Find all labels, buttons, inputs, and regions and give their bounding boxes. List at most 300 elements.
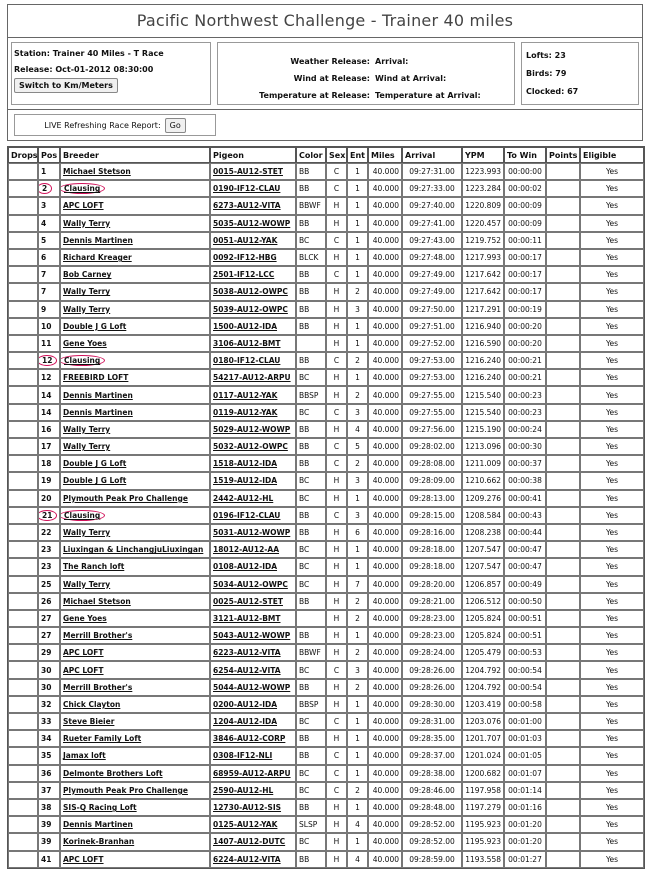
arrival-cell: 09:28:52.00: [402, 833, 462, 850]
drops-cell: [8, 610, 38, 627]
arrival-cell: 09:27:41.00: [402, 215, 462, 232]
drops-cell: [8, 318, 38, 335]
ypm-cell: 1223.993: [462, 163, 504, 180]
breeder-link[interactable]: Delmonte Brothers Loft: [60, 765, 210, 782]
drops-cell: [8, 197, 38, 214]
eligible-cell: Yes: [580, 610, 644, 627]
eligible-cell: Yes: [580, 490, 644, 507]
color-cell: BB: [296, 455, 326, 472]
live-refresh-label: LIVE Refreshing Race Report:: [44, 120, 161, 130]
pigeon-link[interactable]: 0180-IF12-CLAU: [210, 352, 296, 369]
sex-cell: H: [326, 558, 347, 575]
sex-cell: C: [326, 507, 347, 524]
sex-cell: H: [326, 799, 347, 816]
drops-cell: [8, 352, 38, 369]
pigeon-link[interactable]: 18012-AU12-AA: [210, 541, 296, 558]
to-win-cell: 00:00:19: [504, 301, 546, 318]
pigeon-link[interactable]: 5044-AU12-WOWP: [210, 679, 296, 696]
annotation-circle: Clausing: [60, 510, 105, 521]
breeder-link[interactable]: Gene Yoes: [60, 335, 210, 352]
breeder-link[interactable]: Wally Terry: [60, 283, 210, 300]
pigeon-link[interactable]: 1519-AU12-IDA: [210, 472, 296, 489]
color-cell: BLCK: [296, 249, 326, 266]
arrival-cell: 09:28:23.00: [402, 610, 462, 627]
pigeon-link[interactable]: 2590-AU12-HL: [210, 782, 296, 799]
color-cell: BC: [296, 541, 326, 558]
drops-cell: [8, 163, 38, 180]
miles-cell: 40.000: [368, 679, 402, 696]
pigeon-link[interactable]: 5043-AU12-WOWP: [210, 627, 296, 644]
arrival-cell: 09:27:53.00: [402, 352, 462, 369]
breeder-link[interactable]: Wally Terry: [60, 421, 210, 438]
ypm-cell: 1216.240: [462, 369, 504, 386]
breeder-link[interactable]: Chick Clayton: [60, 696, 210, 713]
color-cell: BB: [296, 593, 326, 610]
miles-cell: 40.000: [368, 249, 402, 266]
pigeon-link[interactable]: 0196-IF12-CLAU: [210, 507, 296, 524]
breeder-link[interactable]: Korinek-Branhan: [60, 833, 210, 850]
points-cell: [546, 507, 580, 524]
pigeon-link[interactable]: 0025-AU12-STET: [210, 593, 296, 610]
pos-cell: 1: [38, 163, 60, 180]
pigeon-link[interactable]: 5038-AU12-OWPC: [210, 283, 296, 300]
miles-cell: 40.000: [368, 833, 402, 850]
miles-cell: 40.000: [368, 541, 402, 558]
table-row: [8, 833, 644, 850]
points-cell: [546, 782, 580, 799]
ypm-cell: 1210.662: [462, 472, 504, 489]
drops-cell: [8, 232, 38, 249]
to-win-cell: 00:01:20: [504, 833, 546, 850]
pigeon-link[interactable]: 1407-AU12-DUTC: [210, 833, 296, 850]
points-cell: [546, 283, 580, 300]
arrival-cell: 09:28:35.00: [402, 730, 462, 747]
table-row: [8, 197, 644, 214]
table-row: [8, 507, 644, 524]
page-title: Pacific Northwest Challenge - Trainer 40 miles: [7, 4, 643, 38]
table-body: [8, 163, 644, 868]
pos-cell: 9: [38, 301, 60, 318]
breeder-link[interactable]: Michael Stetson: [60, 593, 210, 610]
pigeon-link[interactable]: 68959-AU12-ARPU: [210, 765, 296, 782]
ypm-cell: 1208.238: [462, 524, 504, 541]
entry-cell: 1: [347, 833, 368, 850]
points-cell: [546, 713, 580, 730]
ypm-cell: 1195.923: [462, 833, 504, 850]
arrival-cell: 09:28:20.00: [402, 576, 462, 593]
entry-cell: 1: [347, 490, 368, 507]
breeder-link[interactable]: Merrill Brother's: [60, 627, 210, 644]
pos-cell: 39: [38, 833, 60, 850]
column-header-eligible: Eligible: [580, 147, 644, 163]
entry-cell: 1: [347, 558, 368, 575]
pigeon-link[interactable]: 0308-IF12-NLI: [210, 747, 296, 764]
table-row: [8, 610, 644, 627]
color-cell: BC: [296, 232, 326, 249]
ypm-cell: 1205.479: [462, 644, 504, 661]
temperature-arrival-label: Temperature at Arrival:: [375, 91, 481, 100]
pigeon-link[interactable]: 6254-AU12-VITA: [210, 661, 296, 678]
entry-cell: 1: [347, 197, 368, 214]
table-row: [8, 765, 644, 782]
pigeon-link[interactable]: 0108-AU12-IDA: [210, 558, 296, 575]
table-row: [8, 816, 644, 833]
sex-cell: H: [326, 283, 347, 300]
eligible-cell: Yes: [580, 576, 644, 593]
breeder-link[interactable]: Plymouth Peak Pro Challenge: [60, 490, 210, 507]
points-cell: [546, 301, 580, 318]
pos-cell: 17: [38, 438, 60, 455]
drops-cell: [8, 335, 38, 352]
pigeon-link[interactable]: 3106-AU12-BMT: [210, 335, 296, 352]
breeder-link[interactable]: Merrill Brother's: [60, 679, 210, 696]
pos-cell: 14: [38, 386, 60, 403]
breeder-link[interactable]: Wally Terry: [60, 215, 210, 232]
breeder-link[interactable]: APC LOFT: [60, 197, 210, 214]
miles-cell: 40.000: [368, 851, 402, 868]
color-cell: BB: [296, 507, 326, 524]
breeder-link[interactable]: Liuxingan & LinchangjuLiuxingan: [60, 541, 210, 558]
arrival-cell: 09:27:48.00: [402, 249, 462, 266]
pigeon-link[interactable]: 5031-AU12-WOWP: [210, 524, 296, 541]
ypm-cell: 1201.024: [462, 747, 504, 764]
arrival-cell: 09:27:53.00: [402, 369, 462, 386]
pigeon-link[interactable]: 0015-AU12-STET: [210, 163, 296, 180]
drops-cell: [8, 661, 38, 678]
color-cell: BB: [296, 215, 326, 232]
breeder-link[interactable]: APC LOFT: [60, 661, 210, 678]
to-win-cell: 00:00:23: [504, 404, 546, 421]
pos-cell: 35: [38, 747, 60, 764]
breeder-link[interactable]: [60, 507, 210, 524]
ypm-cell: 1207.547: [462, 541, 504, 558]
entry-cell: 4: [347, 421, 368, 438]
ypm-cell: 1205.824: [462, 627, 504, 644]
sex-cell: H: [326, 318, 347, 335]
table-row: [8, 352, 644, 369]
points-cell: [546, 679, 580, 696]
breeder-link[interactable]: Bob Carney: [60, 266, 210, 283]
to-win-cell: 00:00:21: [504, 352, 546, 369]
breeder-link[interactable]: Double J G Loft: [60, 318, 210, 335]
sex-cell: H: [326, 576, 347, 593]
pigeon-link[interactable]: 0119-AU12-YAK: [210, 404, 296, 421]
arrival-cell: 09:27:33.00: [402, 180, 462, 197]
pigeon-link[interactable]: 3121-AU12-BMT: [210, 610, 296, 627]
sex-cell: C: [326, 747, 347, 764]
pigeon-link[interactable]: 0190-IF12-CLAU: [210, 180, 296, 197]
to-win-cell: 00:00:53: [504, 644, 546, 661]
table-row: [8, 713, 644, 730]
arrival-cell: 09:28:18.00: [402, 541, 462, 558]
breeder-link[interactable]: FREEBIRD LOFT: [60, 369, 210, 386]
breeder-link[interactable]: Wally Terry: [60, 576, 210, 593]
breeder-link[interactable]: Double J G Loft: [60, 472, 210, 489]
entry-cell: 2: [347, 386, 368, 403]
race-totals: [521, 42, 639, 105]
color-cell: BC: [296, 472, 326, 489]
ypm-cell: 1206.512: [462, 593, 504, 610]
entry-cell: 1: [347, 369, 368, 386]
to-win-cell: 00:00:41: [504, 490, 546, 507]
to-win-cell: 00:00:11: [504, 232, 546, 249]
points-cell: [546, 644, 580, 661]
column-header-to-win: To Win: [504, 147, 546, 163]
sex-cell: H: [326, 369, 347, 386]
breeder-link[interactable]: Rueter Family Loft: [60, 730, 210, 747]
pigeon-link[interactable]: 0092-IF12-HBG: [210, 249, 296, 266]
pos-cell: 4: [38, 215, 60, 232]
pigeon-link[interactable]: 0051-AU12-YAK: [210, 232, 296, 249]
miles-cell: 40.000: [368, 232, 402, 249]
pigeon-link[interactable]: 3846-AU12-CORP: [210, 730, 296, 747]
points-cell: [546, 730, 580, 747]
pigeon-link[interactable]: 5039-AU12-OWPC: [210, 301, 296, 318]
pigeon-link[interactable]: 1204-AU12-IDA: [210, 713, 296, 730]
arrival-cell: 09:27:55.00: [402, 386, 462, 403]
pos-cell: 19: [38, 472, 60, 489]
sex-cell: C: [326, 180, 347, 197]
breeder-link[interactable]: [60, 352, 210, 369]
pigeon-link[interactable]: 5035-AU12-WOWP: [210, 215, 296, 232]
pos-cell: 30: [38, 679, 60, 696]
points-cell: [546, 472, 580, 489]
points-cell: [546, 163, 580, 180]
table-row: [8, 541, 644, 558]
points-cell: [546, 386, 580, 403]
eligible-cell: Yes: [580, 404, 644, 421]
sex-cell: H: [326, 696, 347, 713]
breeder-link[interactable]: Dennis Martinen: [60, 816, 210, 833]
ypm-cell: 1217.642: [462, 266, 504, 283]
entry-cell: 1: [347, 730, 368, 747]
breeder-link[interactable]: Dennis Martinen: [60, 404, 210, 421]
pigeon-link[interactable]: 1518-AU12-IDA: [210, 455, 296, 472]
points-cell: [546, 249, 580, 266]
annotation-circle: 2: [38, 183, 52, 194]
breeder-link[interactable]: [60, 180, 210, 197]
pos-cell: 10: [38, 318, 60, 335]
to-win-cell: 00:00:23: [504, 386, 546, 403]
pos-cell: 25: [38, 576, 60, 593]
live-refresh-box: [14, 114, 216, 136]
points-cell: [546, 404, 580, 421]
miles-cell: 40.000: [368, 215, 402, 232]
eligible-cell: Yes: [580, 696, 644, 713]
points-cell: [546, 576, 580, 593]
color-cell: BB: [296, 301, 326, 318]
arrival-cell: 09:28:23.00: [402, 627, 462, 644]
pos-cell: 39: [38, 816, 60, 833]
arrival-cell: 09:27:31.00: [402, 163, 462, 180]
breeder-link[interactable]: Gene Yoes: [60, 610, 210, 627]
points-cell: [546, 352, 580, 369]
eligible-cell: Yes: [580, 765, 644, 782]
to-win-cell: 00:00:58: [504, 696, 546, 713]
breeder-link[interactable]: Plymouth Peak Pro Challenge: [60, 782, 210, 799]
entry-cell: 3: [347, 404, 368, 421]
eligible-cell: Yes: [580, 438, 644, 455]
ypm-cell: 1203.076: [462, 713, 504, 730]
color-cell: BB: [296, 730, 326, 747]
eligible-cell: Yes: [580, 352, 644, 369]
miles-cell: 40.000: [368, 163, 402, 180]
sex-cell: H: [326, 215, 347, 232]
column-header-ent: Ent: [347, 147, 368, 163]
color-cell: BC: [296, 490, 326, 507]
breeder-link[interactable]: Richard Kreager: [60, 249, 210, 266]
pigeon-link[interactable]: 1500-AU12-IDA: [210, 318, 296, 335]
pigeon-link[interactable]: 5032-AU12-OWPC: [210, 438, 296, 455]
breeder-link[interactable]: Dennis Martinen: [60, 386, 210, 403]
breeder-link[interactable]: SIS-Q Racing Loft: [60, 799, 210, 816]
table-row: [8, 455, 644, 472]
pigeon-link[interactable]: 54217-AU12-ARPU: [210, 369, 296, 386]
sex-cell: H: [326, 593, 347, 610]
to-win-cell: 00:00:00: [504, 163, 546, 180]
table-row: [8, 318, 644, 335]
go-button[interactable]: Go: [165, 118, 186, 133]
arrival-cell: 09:27:52.00: [402, 335, 462, 352]
sex-cell: C: [326, 266, 347, 283]
entry-cell: 3: [347, 472, 368, 489]
column-header-ypm: YPM: [462, 147, 504, 163]
points-cell: [546, 541, 580, 558]
sex-cell: H: [326, 610, 347, 627]
pigeon-link[interactable]: 0200-AU12-IDA: [210, 696, 296, 713]
points-cell: [546, 765, 580, 782]
entry-cell: 2: [347, 593, 368, 610]
points-cell: [546, 747, 580, 764]
arrival-cell: 09:27:40.00: [402, 197, 462, 214]
drops-cell: [8, 713, 38, 730]
pos-cell: 16: [38, 421, 60, 438]
miles-cell: 40.000: [368, 816, 402, 833]
miles-cell: 40.000: [368, 644, 402, 661]
pigeon-link[interactable]: 0117-AU12-YAK: [210, 386, 296, 403]
breeder-link[interactable]: APC LOFT: [60, 851, 210, 868]
sex-cell: H: [326, 833, 347, 850]
points-cell: [546, 696, 580, 713]
points-cell: [546, 593, 580, 610]
pos-cell: 27: [38, 627, 60, 644]
pigeon-link[interactable]: 2501-IF12-LCC: [210, 266, 296, 283]
color-cell: BB: [296, 163, 326, 180]
table-row: [8, 799, 644, 816]
miles-cell: 40.000: [368, 782, 402, 799]
ypm-cell: 1204.792: [462, 679, 504, 696]
station-label: Station: Trainer 40 Miles - T Race: [14, 49, 164, 58]
breeder-link[interactable]: Double J G Loft: [60, 455, 210, 472]
drops-cell: [8, 369, 38, 386]
weather-info: [217, 42, 515, 105]
miles-cell: 40.000: [368, 318, 402, 335]
arrival-cell: 09:28:13.00: [402, 490, 462, 507]
ypm-cell: 1203.419: [462, 696, 504, 713]
breeder-link[interactable]: Steve Bieier: [60, 713, 210, 730]
entry-cell: 1: [347, 627, 368, 644]
arrival-cell: 09:28:08.00: [402, 455, 462, 472]
breeder-link[interactable]: Wally Terry: [60, 524, 210, 541]
eligible-cell: Yes: [580, 335, 644, 352]
miles-cell: 40.000: [368, 765, 402, 782]
sex-cell: H: [326, 335, 347, 352]
drops-cell: [8, 524, 38, 541]
points-cell: [546, 421, 580, 438]
drops-cell: [8, 851, 38, 868]
pos-cell: 30: [38, 661, 60, 678]
table-row: [8, 490, 644, 507]
pigeon-link[interactable]: 0125-AU12-YAK: [210, 816, 296, 833]
entry-cell: 1: [347, 713, 368, 730]
eligible-cell: Yes: [580, 301, 644, 318]
to-win-cell: 00:00:20: [504, 335, 546, 352]
pos-cell: 6: [38, 249, 60, 266]
switch-units-button[interactable]: Switch to Km/Meters: [14, 78, 118, 93]
arrival-cell: 09:27:50.00: [402, 301, 462, 318]
pigeon-link[interactable]: 6273-AU12-VITA: [210, 197, 296, 214]
eligible-cell: Yes: [580, 644, 644, 661]
breeder-link[interactable]: Michael Stetson: [60, 163, 210, 180]
entry-cell: 4: [347, 816, 368, 833]
drops-cell: [8, 507, 38, 524]
table-row: [8, 180, 644, 197]
table-row: [8, 335, 644, 352]
entry-cell: 1: [347, 765, 368, 782]
arrival-cell: 09:28:21.00: [402, 593, 462, 610]
table-row: [8, 851, 644, 868]
pigeon-link[interactable]: 6224-AU12-VITA: [210, 851, 296, 868]
breeder-link[interactable]: Dennis Martinen: [60, 232, 210, 249]
eligible-cell: Yes: [580, 627, 644, 644]
drops-cell: [8, 747, 38, 764]
eligible-cell: Yes: [580, 593, 644, 610]
pigeon-link[interactable]: 6223-AU12-VITA: [210, 644, 296, 661]
miles-cell: 40.000: [368, 524, 402, 541]
miles-cell: 40.000: [368, 696, 402, 713]
pigeon-link[interactable]: 5029-AU12-WOWP: [210, 421, 296, 438]
ypm-cell: 1217.642: [462, 283, 504, 300]
drops-cell: [8, 541, 38, 558]
points-cell: [546, 833, 580, 850]
breeder-link[interactable]: APC LOFT: [60, 644, 210, 661]
pigeon-link[interactable]: 12730-AU12-SIS: [210, 799, 296, 816]
wind-release-label: Wind at Release:: [293, 74, 370, 83]
pos-cell: 22: [38, 524, 60, 541]
ypm-cell: 1213.096: [462, 438, 504, 455]
sex-cell: H: [326, 644, 347, 661]
breeder-link[interactable]: Wally Terry: [60, 301, 210, 318]
table-row: [8, 576, 644, 593]
breeder-link[interactable]: The Ranch loft: [60, 558, 210, 575]
eligible-cell: Yes: [580, 318, 644, 335]
points-cell: [546, 610, 580, 627]
annotation-circle: Clausing: [60, 355, 105, 366]
pigeon-link[interactable]: 5034-AU12-OWPC: [210, 576, 296, 593]
miles-cell: 40.000: [368, 197, 402, 214]
miles-cell: 40.000: [368, 610, 402, 627]
drops-cell: [8, 558, 38, 575]
breeder-link[interactable]: Jamax loft: [60, 747, 210, 764]
miles-cell: 40.000: [368, 472, 402, 489]
miles-cell: 40.000: [368, 558, 402, 575]
pigeon-link[interactable]: 2442-AU12-HL: [210, 490, 296, 507]
to-win-cell: 00:01:03: [504, 730, 546, 747]
breeder-link[interactable]: Wally Terry: [60, 438, 210, 455]
eligible-cell: Yes: [580, 747, 644, 764]
entry-cell: 1: [347, 215, 368, 232]
eligible-cell: Yes: [580, 472, 644, 489]
